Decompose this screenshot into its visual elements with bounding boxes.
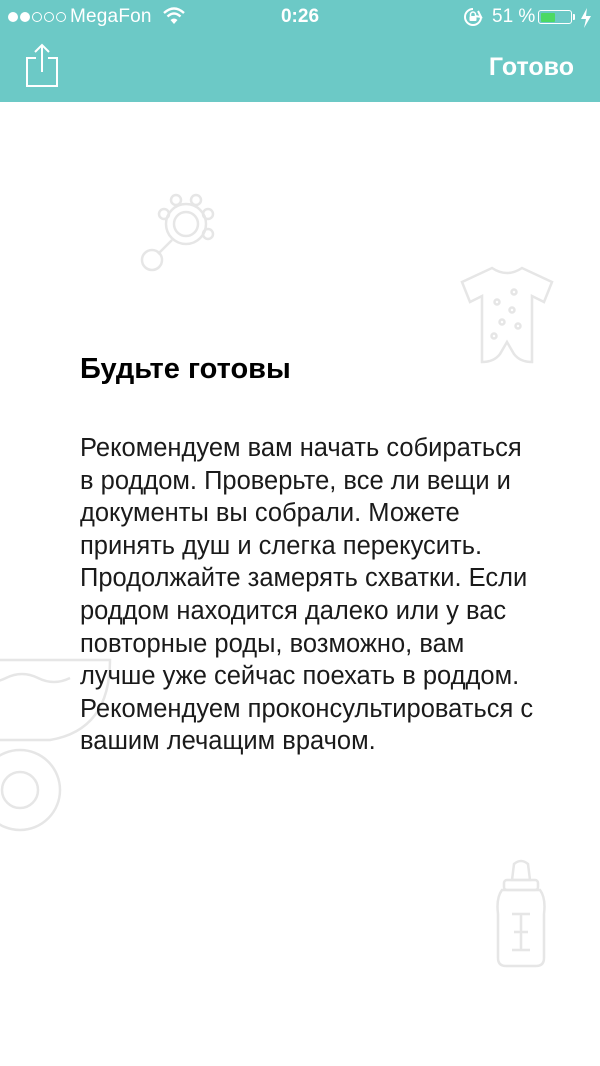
rotation-lock-icon: [462, 7, 484, 27]
baby-bottle-icon: [486, 858, 556, 973]
rattle-icon: [136, 190, 226, 280]
battery-percent: 51 %: [492, 6, 536, 27]
header-bar: [0, 0, 600, 102]
done-button[interactable]: Готово: [488, 53, 574, 81]
status-bar: [0, 0, 600, 36]
onesie-icon: [452, 262, 562, 372]
description-text: Рекомендуем вам начать собираться в роддом. Проверьте, все ли вещи и документы вы собрали. Можете принять душ и слегка перекусить. Продолжайте замерять схватки. Если роддом находится далеко или у вас повторные роды, возможно, вам лучше уже сейчас поехать в роддом. Рекомендуем проконсультироваться с вашим лечащим врачом.: [80, 434, 534, 756]
battery-tip: [573, 14, 575, 20]
battery-level-fill: [541, 13, 555, 22]
battery-icon: [538, 10, 572, 24]
carrier-name: MegaFon: [70, 6, 152, 27]
share-button[interactable]: [22, 42, 62, 88]
page-title: Будьте готовы: [80, 353, 291, 385]
navigation-bar: [0, 36, 600, 102]
share-icon: [22, 42, 62, 88]
charging-icon: [580, 8, 592, 28]
status-time: 0:26: [280, 6, 320, 27]
